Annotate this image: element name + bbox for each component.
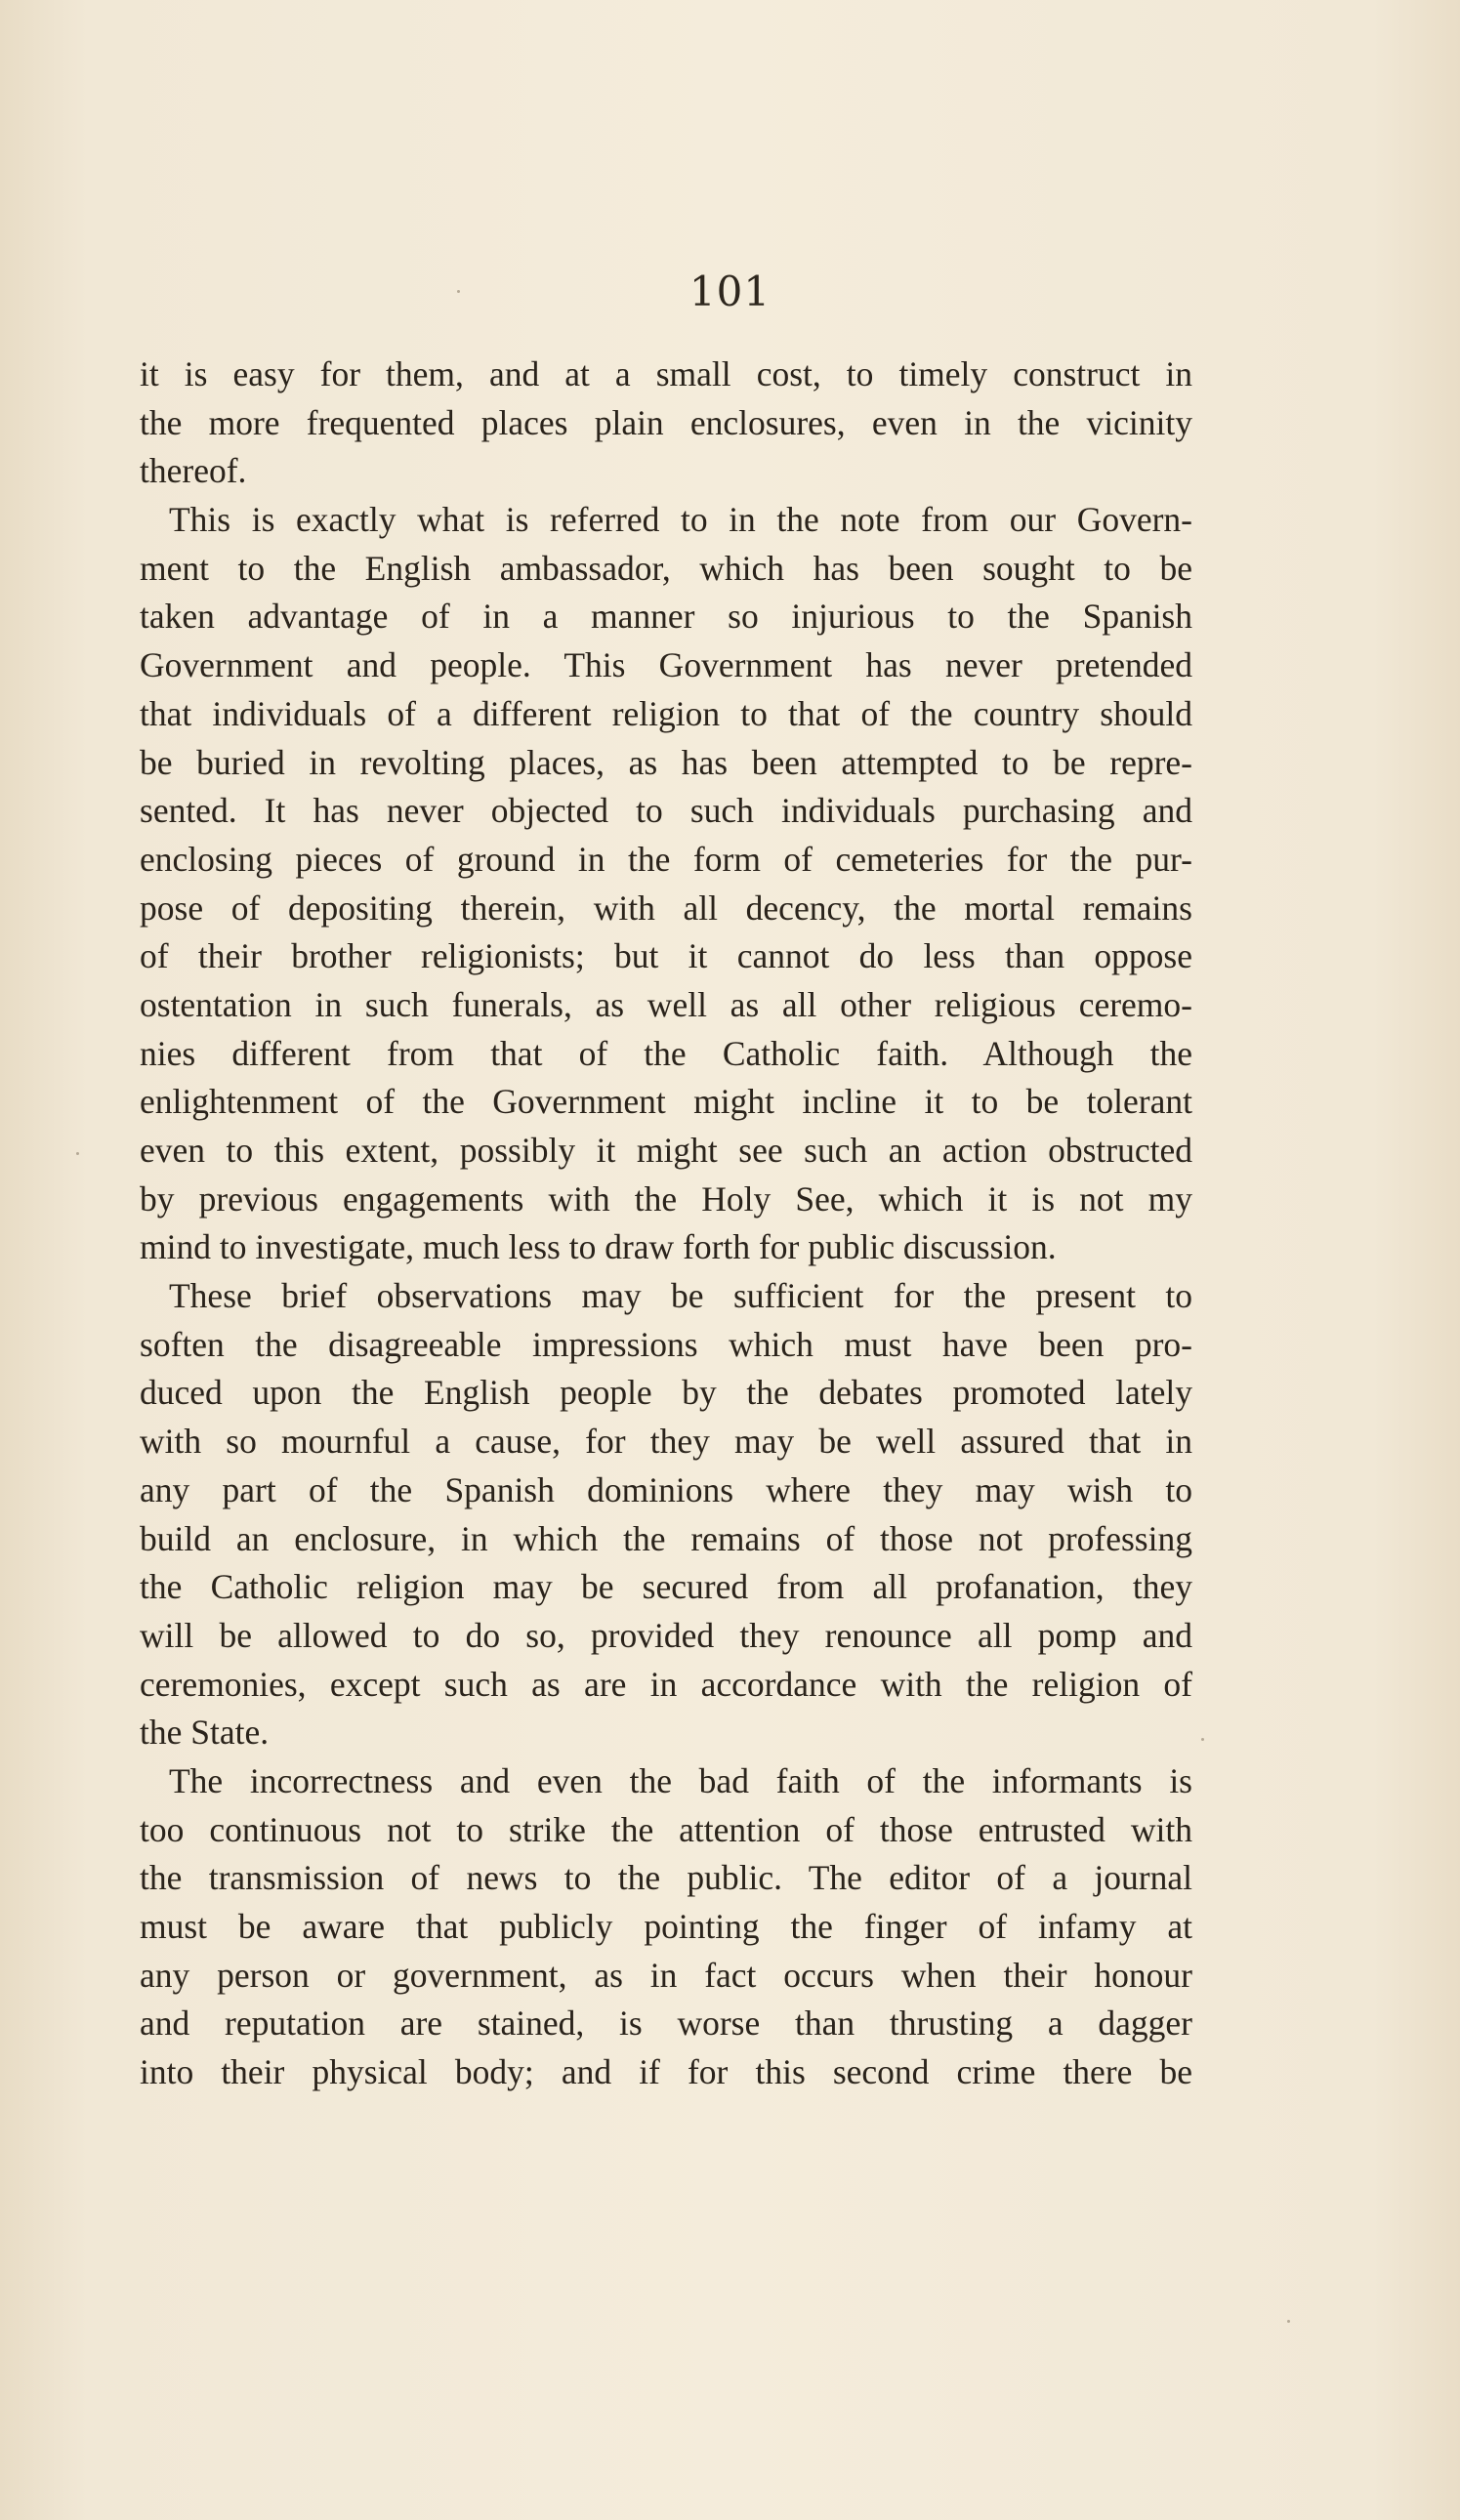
text-line: and reputation are stained, is worse than thrusting a dagger: [140, 2004, 1192, 2044]
text-line: by previous engagements with the Holy See, which it is not my: [140, 1178, 1192, 1219]
text-line: even to this extent, possibly it might see such an action obstructed: [140, 1131, 1192, 1170]
text-line: it is easy for them, and at a small cost, to timely construct in: [140, 354, 1192, 393]
body-text: [140, 351, 1192, 2097]
text-line: ment to the English ambassador, which has been sought to be: [140, 548, 1192, 588]
text-line: the Catholic religion may be secured from all profanation, they: [140, 1567, 1192, 1607]
text-line: The incorrectness and even the bad faith of the informants is: [169, 1760, 1192, 1800]
text-line: taken advantage of in a manner so injurious to the Spanish: [140, 597, 1192, 637]
text-line: pose of depositing therein, with all decency, the mortal remains: [140, 888, 1192, 928]
text-line: enclosing pieces of ground in the form of cemeteries for the pur-: [140, 839, 1192, 879]
text-line: sented. It has never objected to such individuals purchasing and: [140, 791, 1192, 831]
text-line: nies different from that of the Catholic faith. Although the: [140, 1033, 1192, 1073]
text-line: enlightenment of the Government might incline it to be tolerant: [140, 1082, 1192, 1122]
paper-speck: [457, 290, 460, 293]
text-line: the State.: [140, 1713, 270, 1753]
text-line: the transmission of news to the public. The editor of a journal: [140, 1858, 1192, 1898]
text-line: These brief observations may be sufficient for the present to: [169, 1276, 1192, 1316]
text-line: be buried in revolting places, as has been attempted to be repre-: [140, 742, 1192, 782]
text-line: will be allowed to do so, provided they renounce all pomp and: [140, 1615, 1192, 1655]
text-line: thereof.: [140, 451, 247, 491]
paper-speck: [76, 1152, 79, 1155]
text-line: soften the disagreeable impressions which must have been pro-: [140, 1324, 1192, 1364]
text-line: with so mournful a cause, for they may be well assured that in: [140, 1422, 1192, 1462]
text-line: any part of the Spanish dominions where they may wish to: [140, 1469, 1192, 1509]
text-line: ostentation in such funerals, as well as all other religious ceremo-: [140, 984, 1192, 1024]
paper-speck: [1287, 2320, 1290, 2323]
text-line: mind to investigate, much less to draw forth for public discussion.: [140, 1227, 1057, 1267]
text-line: build an enclosure, in which the remains of those not professing: [140, 1518, 1192, 1558]
page-number: 101: [688, 268, 772, 315]
text-line: of their brother religionists; but it cannot do less than oppose: [140, 936, 1192, 976]
text-line: must be aware that publicly pointing the finger of infamy at: [140, 1907, 1192, 1946]
text-line: ceremonies, except such as are in accordance with the religion of: [140, 1664, 1192, 1704]
text-line: the more frequented places plain enclosures, even in the vicinity: [140, 402, 1192, 442]
text-line: any person or government, as in fact occurs when their honour: [140, 1955, 1192, 1995]
paper-speck: [1201, 1738, 1204, 1741]
text-line: This is exactly what is referred to in the note from our Govern-: [169, 500, 1192, 540]
text-line: that individuals of a different religion to that of the country should: [140, 693, 1192, 733]
text-line: duced upon the English people by the debates promoted lately: [140, 1373, 1192, 1413]
text-line: Government and people. This Government has never pretended: [140, 645, 1192, 685]
text-line: into their physical body; and if for this second crime there be: [140, 2052, 1192, 2092]
text-line: too continuous not to strike the attention of those entrusted with: [140, 1809, 1192, 1849]
